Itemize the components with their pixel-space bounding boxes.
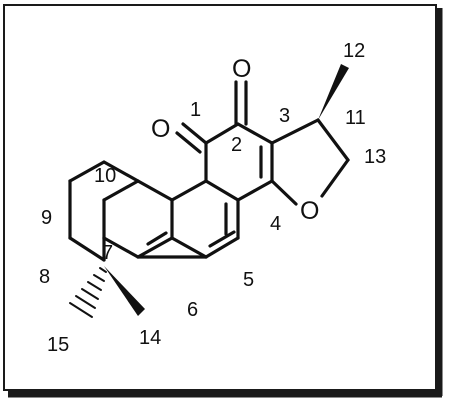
position-7: 7 (102, 242, 114, 264)
wedge-bond-14 (104, 266, 145, 316)
position-4: 4 (270, 213, 282, 235)
position-2: 2 (231, 134, 243, 156)
position-9: 9 (41, 207, 53, 229)
ring-aromatic (104, 181, 206, 257)
position-5: 5 (243, 269, 255, 291)
position-10: 10 (94, 165, 117, 187)
position-8: 8 (39, 266, 51, 288)
position-3: 3 (279, 105, 291, 127)
position-11: 11 (345, 107, 366, 129)
position-14: 14 (139, 327, 162, 349)
atom-oxygen-ring: O (300, 197, 320, 225)
position-6: 6 (187, 299, 199, 321)
position-13: 13 (364, 146, 387, 168)
atom-oxygen-2: O (232, 55, 252, 83)
position-12: 12 (343, 40, 366, 62)
atom-oxygen-1: O (151, 115, 171, 143)
position-1: 1 (190, 99, 202, 121)
ring-furan (272, 120, 348, 204)
position-15: 15 (47, 334, 70, 356)
hash-bond-15 (70, 268, 106, 317)
